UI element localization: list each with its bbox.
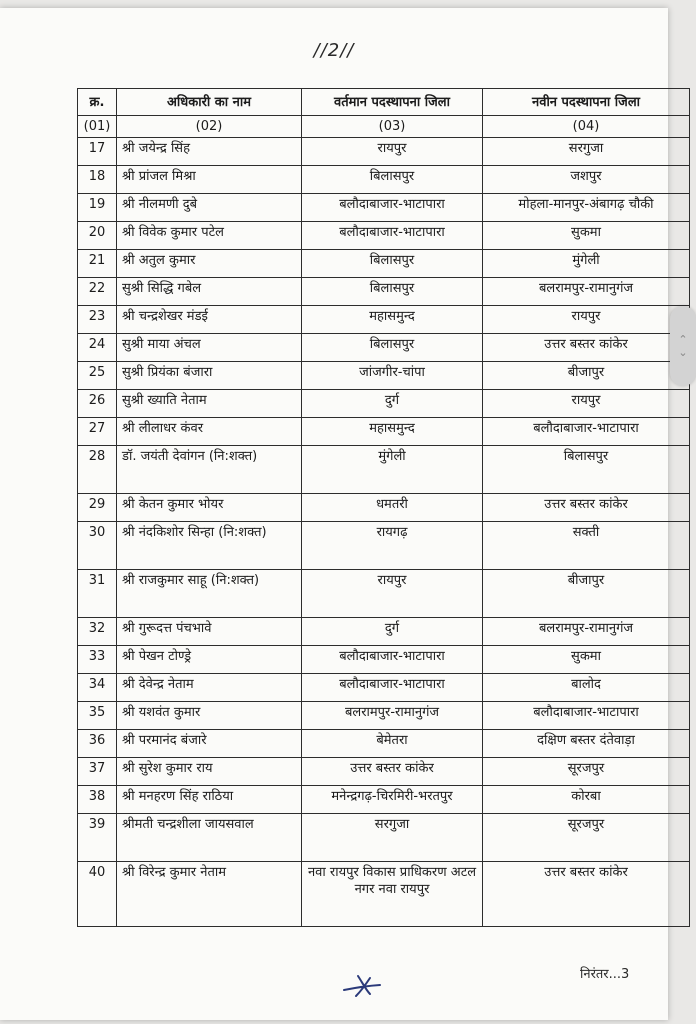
table-row	[78, 166, 690, 194]
cell-officer-name: श्री चन्द्रशेखर मंडई	[117, 306, 302, 334]
table-row	[78, 702, 690, 730]
cell-serial: 17	[78, 138, 117, 166]
cell-new-district: बिलासपुर	[483, 446, 690, 494]
cell-serial: 20	[78, 222, 117, 250]
table-row	[78, 418, 690, 446]
cell-new-district: बलरामपुर-रामानुगंज	[483, 618, 690, 646]
table-row	[78, 194, 690, 222]
cell-serial: 39	[78, 814, 117, 862]
cell-serial: 28	[78, 446, 117, 494]
table-header-row	[78, 89, 690, 116]
cell-new-district: सरगुजा	[483, 138, 690, 166]
cell-new-district: बालोद	[483, 674, 690, 702]
cell-serial: 19	[78, 194, 117, 222]
table-row	[78, 730, 690, 758]
cell-serial: 27	[78, 418, 117, 446]
cell-current-district: सरगुजा	[302, 814, 483, 862]
cell-current-district: मनेन्द्रगढ़-चिरमिरी-भरतपुर	[302, 786, 483, 814]
cell-new-district: उत्तर बस्तर कांकेर	[483, 334, 690, 362]
header-serial: क्र.	[78, 89, 117, 116]
cell-new-district: सूरजपुर	[483, 758, 690, 786]
cell-current-district: बेमेतरा	[302, 730, 483, 758]
cell-officer-name: श्री देवेन्द्र नेताम	[117, 674, 302, 702]
cell-current-district: महासमुन्द	[302, 418, 483, 446]
table-row	[78, 334, 690, 362]
cell-officer-name: श्री परमानंद बंजारे	[117, 730, 302, 758]
cell-officer-name: श्री विरेन्द्र कुमार नेताम	[117, 862, 302, 927]
cell-new-district: बीजापुर	[483, 570, 690, 618]
cell-serial: 26	[78, 390, 117, 418]
cell-new-district: उत्तर बस्तर कांकेर	[483, 862, 690, 927]
cell-serial: 29	[78, 494, 117, 522]
cell-current-district: जांजगीर-चांपा	[302, 362, 483, 390]
cell-officer-name: श्री केतन कुमार भोयर	[117, 494, 302, 522]
column-number: (01)	[78, 116, 117, 138]
cell-officer-name: डॉ. जयंती देवांगन (नि:शक्त)	[117, 446, 302, 494]
table-row	[78, 570, 690, 618]
cell-current-district: बिलासपुर	[302, 166, 483, 194]
header-current-district: वर्तमान पदस्थापना जिला	[302, 89, 483, 116]
column-number: (03)	[302, 116, 483, 138]
cell-current-district: धमतरी	[302, 494, 483, 522]
cell-serial: 23	[78, 306, 117, 334]
table-row	[78, 250, 690, 278]
header-officer-name: अधिकारी का नाम	[117, 89, 302, 116]
header-new-district: नवीन पदस्थापना जिला	[483, 89, 690, 116]
cell-serial: 30	[78, 522, 117, 570]
cell-current-district: मुंगेली	[302, 446, 483, 494]
cell-officer-name: सुश्री ख्याति नेताम	[117, 390, 302, 418]
cell-officer-name: श्री मनहरण सिंह राठिया	[117, 786, 302, 814]
cell-serial: 40	[78, 862, 117, 927]
table-row	[78, 390, 690, 418]
cell-serial: 32	[78, 618, 117, 646]
cell-officer-name: श्री यशवंत कुमार	[117, 702, 302, 730]
transfer-table	[77, 88, 690, 927]
chevron-up-icon[interactable]: ⌃	[678, 333, 688, 346]
table-row	[78, 814, 690, 862]
continued-note: निरंतर...3	[580, 967, 630, 982]
column-number-row	[78, 116, 690, 138]
table-row	[78, 674, 690, 702]
table-row	[78, 306, 690, 334]
cell-current-district: दुर्ग	[302, 618, 483, 646]
table-row	[78, 494, 690, 522]
cell-current-district: दुर्ग	[302, 390, 483, 418]
cell-current-district: रायपुर	[302, 138, 483, 166]
table-row	[78, 786, 690, 814]
cell-current-district: महासमुन्द	[302, 306, 483, 334]
cell-officer-name: श्री जयेन्द्र सिंह	[117, 138, 302, 166]
cell-officer-name: श्री राजकुमार साहू (नि:शक्त)	[117, 570, 302, 618]
table-row	[78, 362, 690, 390]
cell-new-district: दक्षिण बस्तर दंतेवाड़ा	[483, 730, 690, 758]
cell-current-district: बिलासपुर	[302, 250, 483, 278]
table-row	[78, 758, 690, 786]
table-row	[78, 618, 690, 646]
table-row	[78, 138, 690, 166]
cell-officer-name: श्री सुरेश कुमार राय	[117, 758, 302, 786]
cell-current-district: बलौदाबाजार-भाटापारा	[302, 222, 483, 250]
cell-new-district: बलौदाबाजार-भाटापारा	[483, 418, 690, 446]
cell-current-district: बिलासपुर	[302, 278, 483, 306]
cell-new-district: कोरबा	[483, 786, 690, 814]
cell-new-district: बलौदाबाजार-भाटापारा	[483, 702, 690, 730]
cell-serial: 38	[78, 786, 117, 814]
cell-new-district: सूरजपुर	[483, 814, 690, 862]
cell-officer-name: श्री पेखन टोण्ड्रे	[117, 646, 302, 674]
table-row	[78, 522, 690, 570]
table-row	[78, 646, 690, 674]
cell-serial: 21	[78, 250, 117, 278]
cell-current-district: उत्तर बस्तर कांकेर	[302, 758, 483, 786]
cell-new-district: मोहला-मानपुर-अंबागढ़ चौकी	[483, 194, 690, 222]
cell-current-district: बिलासपुर	[302, 334, 483, 362]
scroll-control[interactable]	[670, 306, 696, 386]
column-number: (04)	[483, 116, 690, 138]
cell-new-district: बीजापुर	[483, 362, 690, 390]
cell-serial: 34	[78, 674, 117, 702]
cell-serial: 31	[78, 570, 117, 618]
page-number: //2//	[313, 40, 355, 61]
cell-new-district: सुकमा	[483, 646, 690, 674]
cell-officer-name: सुश्री प्रियंका बंजारा	[117, 362, 302, 390]
cell-current-district: रायगढ़	[302, 522, 483, 570]
cell-new-district: रायपुर	[483, 390, 690, 418]
table-row	[78, 278, 690, 306]
cell-officer-name: श्री गुरूदत्त पंचभावे	[117, 618, 302, 646]
cell-new-district: जशपुर	[483, 166, 690, 194]
cell-serial: 33	[78, 646, 117, 674]
cell-new-district: रायपुर	[483, 306, 690, 334]
cell-serial: 36	[78, 730, 117, 758]
cell-serial: 25	[78, 362, 117, 390]
cell-serial: 37	[78, 758, 117, 786]
cell-new-district: बलरामपुर-रामानुगंज	[483, 278, 690, 306]
cell-officer-name: श्री नीलमणी दुबे	[117, 194, 302, 222]
cell-current-district: बलौदाबाजार-भाटापारा	[302, 674, 483, 702]
document-page	[0, 8, 668, 1020]
cell-current-district: रायपुर	[302, 570, 483, 618]
cell-officer-name: श्री नंदकिशोर सिन्हा (नि:शक्त)	[117, 522, 302, 570]
cell-officer-name: श्रीमती चन्द्रशीला जायसवाल	[117, 814, 302, 862]
cell-new-district: मुंगेली	[483, 250, 690, 278]
column-number: (02)	[117, 116, 302, 138]
chevron-down-icon[interactable]: ⌄	[678, 346, 688, 359]
cell-serial: 18	[78, 166, 117, 194]
cell-serial: 35	[78, 702, 117, 730]
cell-new-district: सुकमा	[483, 222, 690, 250]
cell-new-district: सक्ती	[483, 522, 690, 570]
cell-officer-name: सुश्री माया अंचल	[117, 334, 302, 362]
cell-officer-name: सुश्री सिद्धि गबेल	[117, 278, 302, 306]
cell-new-district: उत्तर बस्तर कांकेर	[483, 494, 690, 522]
cell-current-district: बलौदाबाजार-भाटापारा	[302, 646, 483, 674]
cell-current-district: बलरामपुर-रामानुगंज	[302, 702, 483, 730]
cell-officer-name: श्री विवेक कुमार पटेल	[117, 222, 302, 250]
cell-officer-name: श्री लीलाधर कंवर	[117, 418, 302, 446]
cell-officer-name: श्री प्रांजल मिश्रा	[117, 166, 302, 194]
table-row	[78, 862, 690, 927]
table-row	[78, 446, 690, 494]
cell-current-district: नवा रायपुर विकास प्राधिकरण अटल नगर नवा रायपुर	[302, 862, 483, 927]
table-row	[78, 222, 690, 250]
cell-serial: 22	[78, 278, 117, 306]
cell-serial: 24	[78, 334, 117, 362]
cell-current-district: बलौदाबाजार-भाटापारा	[302, 194, 483, 222]
signature-mark	[340, 968, 390, 998]
cell-officer-name: श्री अतुल कुमार	[117, 250, 302, 278]
